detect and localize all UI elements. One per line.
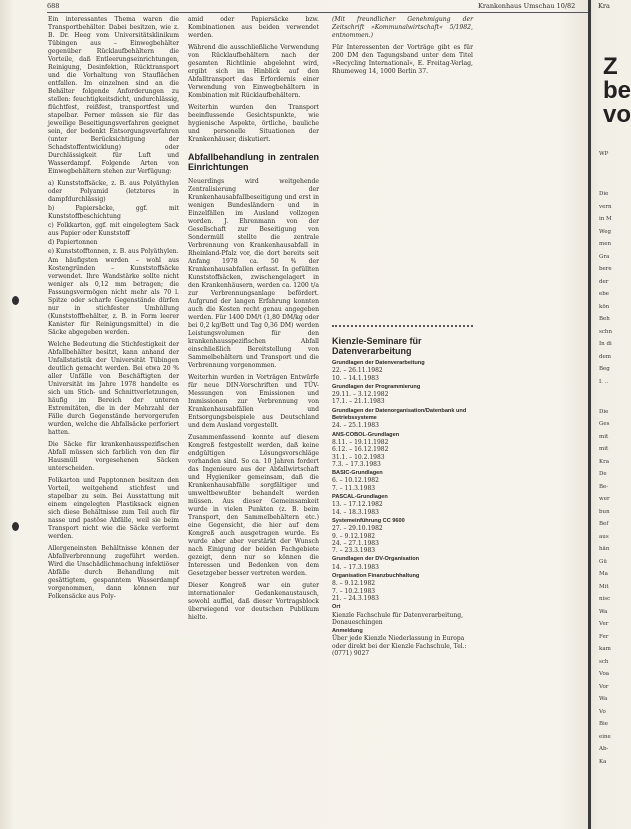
text-fragment: Wa: [599, 696, 608, 702]
text-fragment: Gra: [599, 253, 610, 260]
seminar-date: 21. – 24.3.1983: [332, 594, 379, 602]
page-gutter: [588, 0, 591, 829]
text-fragment: Mit: [599, 583, 609, 590]
text-fragment: aus: [599, 533, 609, 540]
seminar-title: Grundlagen der Programmierung: [332, 383, 421, 390]
seminar-group: [332, 573, 473, 602]
text-fragment: Ab-: [599, 746, 609, 752]
seminar-date: 31.1. – 10.2.1983: [332, 453, 385, 461]
list-item: a) Kunststoffsäcke, z. B. aus Polyäthylen oder Polyamid (letzteres in dampfdurchlässig): [48, 180, 179, 203]
text-fragment: Fer: [599, 633, 609, 640]
binder-hole: [12, 296, 19, 305]
seminar-date: 7.3. – 17.3.1983: [332, 460, 381, 468]
section-heading: Abfallbehandlung in zentralen Einrichtungen: [188, 152, 319, 172]
seminar-date: Kienzle Fachschule für Datenverarbeitung, Donaueschingen: [332, 611, 463, 626]
column-1: [48, 16, 179, 605]
column-3: [332, 16, 473, 80]
seminar-date: 7. – 23.3.1983: [332, 547, 376, 555]
text-fragment: In di: [599, 341, 612, 347]
header-rule: [47, 12, 590, 13]
text-fragment: nisc: [599, 596, 611, 602]
paragraph: Weiterhin wurden den Transport beeinflussende Gesichtspunkte, wie hygienische Aspekte, örtliche, bauliche und personelle Situationen der Krankenhäuser, diskutiert.: [188, 104, 319, 143]
text-fragment: der: [599, 278, 609, 285]
text-fragment: kön: [599, 303, 610, 310]
text-fragment: Die: [599, 408, 609, 415]
seminar-group: [332, 494, 473, 516]
seminar-group: [332, 408, 473, 430]
text-fragment: mit: [599, 446, 609, 452]
text-fragment: WP: [599, 151, 609, 157]
text-fragment: eine: [599, 733, 611, 740]
paragraph: Ein interessantes Thema waren die Transportbehälter. Dabei besitzen, wie z. B. Dr. Heeg vom Universitätsklinikum Tübingen aus – Einwegbehälter gegenüber Rücklaufbehältern die Vorteile, daß Entleerungseinrichtungen, Reinigung, Desinfektion, Rücktransport und die Vorhaltung von Stauflächen entfallen. Im einzelnen sind an die Behälter folgende Anforderungen zu stellen: feuchtigkeitsdicht, undurchlässig, flüchtfest, reißfest, transportfest und stapelbar. Ferner müssen sie für das jeweilige Beseitigungsverfahren geeignet sein, der bedenkt Entsorgungsverfahren (unter Berücksichtigung der Schadstoffentwicklung) oder Durchlässigkeit für Luft und Wasserdampf. Folgende Arten von Einwegbehältern stehen zur Verfügung:: [48, 16, 179, 175]
seminar-date: 14. – 17.3.1983: [332, 563, 379, 571]
seminar-group: [332, 470, 473, 492]
seminar-date: 6. – 10.12.1982: [332, 477, 379, 485]
seminar-date: 24. – 27.1.1983: [332, 539, 379, 547]
text-fragment: Voa: [599, 671, 610, 677]
seminar-date: 14. – 18.3.1983: [332, 508, 379, 516]
seminar-group: [332, 628, 473, 657]
seminar-group: [332, 556, 473, 571]
paragraph: Während die ausschließliche Verwendung von Rücklaufbehältern nach der gesamten Richtlinie abgelehnt wird, ergibt sich im Hinblick auf den Abfalltransport das Erfordernis einer Verwendung von Einwegbehältern in Kombination mit Rücklaufbehältern.: [188, 44, 319, 99]
container-list: [48, 180, 179, 256]
paragraph: Am häufigsten werden – wohl aus Kostengründen – Kunststoffsäcke verwendet. Ihre Wandstärke sollte nicht weniger als 0,12 mm betragen; die Fassungsvermögen nicht mehr als 70 l. Spitze oder scharfe Gegenstände dürfen nur in stichfester Umhüllung (Kunststoffbehälter, z. B. in Form leerer Kanister für Reinigungsmittel) in die Säcke abgegeben werden.: [48, 257, 179, 336]
seminar-date: 7. – 11.3.1983: [332, 484, 376, 492]
text-fragment: Wa: [599, 608, 608, 615]
text-fragment: dem: [599, 353, 611, 360]
seminar-date: Über jede Kienzle Niederlassung in Europa oder direkt bei der Kienzle Fachschule, Tel.: (0771) 9027: [332, 635, 467, 657]
text-fragment: Ges: [599, 421, 610, 427]
text-fragment: Beh: [599, 316, 610, 322]
paragraph: Neuerdings wird weitgehende Zentralisierung der Krankenhausabfallbeseitigung und erst in wenigen Bundesländern und in Einzelfällen im Ausland vollzogen worden. J. Ehrenmann von der Gesellschaft zur Beseitigung von Sondermüll stellte die zentrale Verbrennung von Krankenhausabfall in Rheinland-Pfalz vor, die dort bereits seit Anfang 1978 ca. 50 % der Krankenhausabfallen erfasst. In gefüllten Kunststoffsäcken, zwischengelagert in den Krankenhäusern, werden ca. 1200 t/a zur Verbrennungsanlage befördert. Aufgrund der langen Erfahrung konnten auch die Kosten recht genau angegeben werden. Für 1400 DM/t (1,80 DM/kg oder bei 0,2 kg/Bett und Tag 0,36 DM) werden Leistungsvolumen für den krankenhausspezifischen Abfall einschließlich Bereitstellung von Sammelbehältern und Transport und die Verbrennung vorgenommen.: [188, 178, 319, 369]
kienzle-title: Kienzle-Seminare für Datenverarbeitung: [332, 336, 422, 356]
text-fragment: vern: [599, 203, 612, 210]
text-fragment: Weg: [599, 228, 611, 235]
paragraph: Für Interessenten der Vorträge gibt es für 200 DM den Tagungsband unter dem Titel »Recycling International«, E. Freitag-Verlag, Rhumeweg 14, 1000 Berlin 37.: [332, 44, 473, 75]
text-fragment: Bef: [599, 521, 609, 527]
list-item: e) Kunststofftonnen, z. B. aus Polyäthylen.: [48, 248, 179, 255]
seminar-title: Grundlagen der Datenverarbeitung: [332, 360, 425, 366]
seminar-group: [332, 360, 473, 382]
seminar-date: 22. – 26.11.1982: [332, 367, 383, 375]
seminar-title: PASCAL-Grundlagen: [332, 494, 388, 501]
binder-hole: [12, 522, 19, 531]
seminar-title: Grundlagen der Datenorganisation/Datenbank und Betriebssysteme: [332, 407, 467, 422]
seminar-date: 6.12. – 16.12.1982: [332, 446, 389, 454]
paragraph: Die Säcke für krankenhausspezifischen Abfall müssen sich farblich von den für Hausmüll vorgesehenen Säcken unterscheiden.: [48, 441, 179, 472]
paragraph: Folikarton und Papptonnen besitzen den Vorteil, weitgehend stichfest und stapelbar zu sein. Bei Ausstattung mit einem eingelegten Plastiksack eignen sich diese Behältnisse zum Teil auch für nasse und pastöse Abfälle, weil sie beim Transport nicht wie die Säcke verformt werden.: [48, 477, 179, 540]
seminar-title: Organisation Finanzbuchhaltung: [332, 573, 420, 580]
list-item: c) Folkkarton, ggf. mit eingelegtem Sack aus Papier oder Kunststoff: [48, 222, 179, 237]
seminar-group: [332, 432, 473, 468]
text-fragment: Kra: [599, 458, 610, 465]
text-fragment: bere: [599, 266, 612, 272]
text-fragment: wer: [599, 496, 610, 502]
seminar-title: Systemeinführung CC 9600: [332, 517, 405, 524]
column-2: [188, 16, 319, 626]
seminar-title: Ort: [332, 604, 341, 611]
seminar-group: [332, 518, 473, 554]
seminar-list: [332, 360, 473, 657]
seminar-title: BASIC-Grundlagen: [332, 470, 383, 477]
seminar-title: ANS-COBOL-Grundlagen: [332, 431, 400, 438]
headline-fragment: be: [603, 77, 631, 104]
seminar-date: 29.11. – 3.12.1982: [332, 391, 389, 399]
seminar-date: 27. – 29.10.1982: [332, 525, 383, 533]
text-fragment: Vo: [599, 708, 606, 715]
page-number: 688: [47, 2, 60, 10]
text-fragment: Ver: [599, 621, 609, 627]
seminar-title: Anmeldung: [332, 628, 363, 635]
seminar-group: [332, 384, 473, 406]
text-fragment: Gü: [599, 558, 607, 565]
text-fragment: kam: [599, 646, 611, 652]
headline-fragment: Z: [603, 53, 618, 80]
dotted-divider: [332, 325, 473, 330]
paragraph: amid oder Papiersäcke bzw. Kombinationen aus beiden verwendet werden.: [188, 16, 319, 39]
text-fragment: Ma: [599, 571, 608, 577]
text-fragment: hän: [599, 546, 610, 552]
text-fragment: schn: [599, 328, 612, 335]
paragraph: Welche Bedeutung die Stichfestigkeit der Abfallbehälter besitzt, kann anhand der Unfallstatistik der Universität Tübingen deutlich gemacht werden. Bei etwa 20 % aller Unfälle von Beschäftigten der Universität im Jahre 1978 handelte es sich um Stich- und Schnittverletzungen, häufig im Bereich der unteren Extremitäten, die in der Mehrzahl der Fälle durch Gegenstände hervorgerufen wurden, welche die Abfallsäcke perforiert hatten.: [48, 341, 179, 436]
text-fragment: Be-: [599, 483, 609, 490]
text-fragment: Vor: [599, 683, 609, 690]
paragraph: Allergeneinsten Behältnisse können der Abfallverbrennung zugeführt werden. Wird die Unschädlichmachung infektiöser Abfälle durch Behandlung mit gesättigtem, gespanntem Wasserdampf vorgenommen, dann können nur Folkensäcke aus Poly-: [48, 545, 179, 600]
seminar-date: 8. – 9.12.1982: [332, 580, 376, 588]
source-credit: (Mit freundlicher Genehmigung der Zeitschrift »Kommunalwirtschaft« 5/1982, entnommen.): [332, 16, 473, 39]
journal-title-cut: Kra: [598, 2, 610, 10]
seminar-date: 17.1. – 21.1.1983: [332, 398, 385, 406]
list-item: b) Papiersäcke, ggf. mit Kunststoffbeschichtung: [48, 205, 179, 220]
journal-title: Krankenhaus Umschau 10/82: [478, 2, 576, 10]
text-fragment: sch: [599, 658, 609, 665]
text-fragment: ebe: [599, 291, 610, 297]
kienzle-seminars-box: [332, 336, 473, 659]
paragraph: Weiterhin wurden in Vorträgen Entwürfe für neue DIN-Vorschriften und TÜV-Messungen von Emissionen und Immissionen zur Verbrennung von Krankenhausabfällen und Entsorgungsbeispiele aus Deutschland und dem Ausland vorgestellt.: [188, 374, 319, 429]
seminar-date: 10. – 14.1.1983: [332, 374, 379, 382]
facing-headline: [603, 55, 631, 127]
text-fragment: bun: [599, 508, 610, 515]
text-fragment: in M: [599, 216, 612, 222]
headline-fragment: vo: [603, 101, 631, 128]
text-fragment: De: [599, 471, 607, 477]
text-fragment: Bie: [599, 721, 609, 727]
seminar-date: 9. – 9.12.1982: [332, 532, 376, 540]
seminar-date: 13. – 17.12.1982: [332, 501, 383, 509]
seminar-title: Grundlagen der DV-Organisation: [332, 556, 420, 563]
paragraph: Dieser Kongreß war ein guter internationaler Gedankenaustausch, sowohl auffiel, daß dieser Vortragsblock überwiegend vor deutschen Publikum hielte.: [188, 582, 319, 621]
text-fragment: Beg: [599, 366, 610, 372]
text-fragment: mit: [599, 433, 609, 440]
list-item: d) Papiertonnen: [48, 239, 98, 246]
seminar-date: 8.11. – 19.11.1982: [332, 438, 389, 446]
paragraph: Zusammenfassend konnte auf diesem Kongreß festgestellt werden, daß keine endgültigen Lösungsvorschläge vorhanden sind. So ca. 10 Jahren fordert das Ingenieure aus der Abfallwirtschaft und Hygieniker gemeinsam, daß die Krankenhausabfälle sorgfältiger und umweltbewußter behandelt werden müssen. Aus dieser Gemeinsamkeit wurde in vielen Punkten (z. B. beim Transport, den Sammelbehältern etc.) eine Gegensicht, die hier auf dem Kongreß auch ausgetragen wurde. Es wurde aber aber verstärkt der Wunsch nach Einigung der beiden Fachgebiete gezeigt, denn nur so können die Interessen und Bedenken von dem Gesetzgeber besser vertreten werden.: [188, 434, 319, 577]
text-fragment: Ka: [599, 758, 607, 765]
text-fragment: men: [599, 241, 612, 247]
text-fragment: Die: [599, 191, 609, 197]
seminar-group: [332, 604, 473, 626]
seminar-date: 7. – 10.2.1983: [332, 587, 376, 595]
seminar-date: 24. – 25.1.1983: [332, 422, 379, 430]
text-fragment: I. ..: [599, 378, 609, 385]
